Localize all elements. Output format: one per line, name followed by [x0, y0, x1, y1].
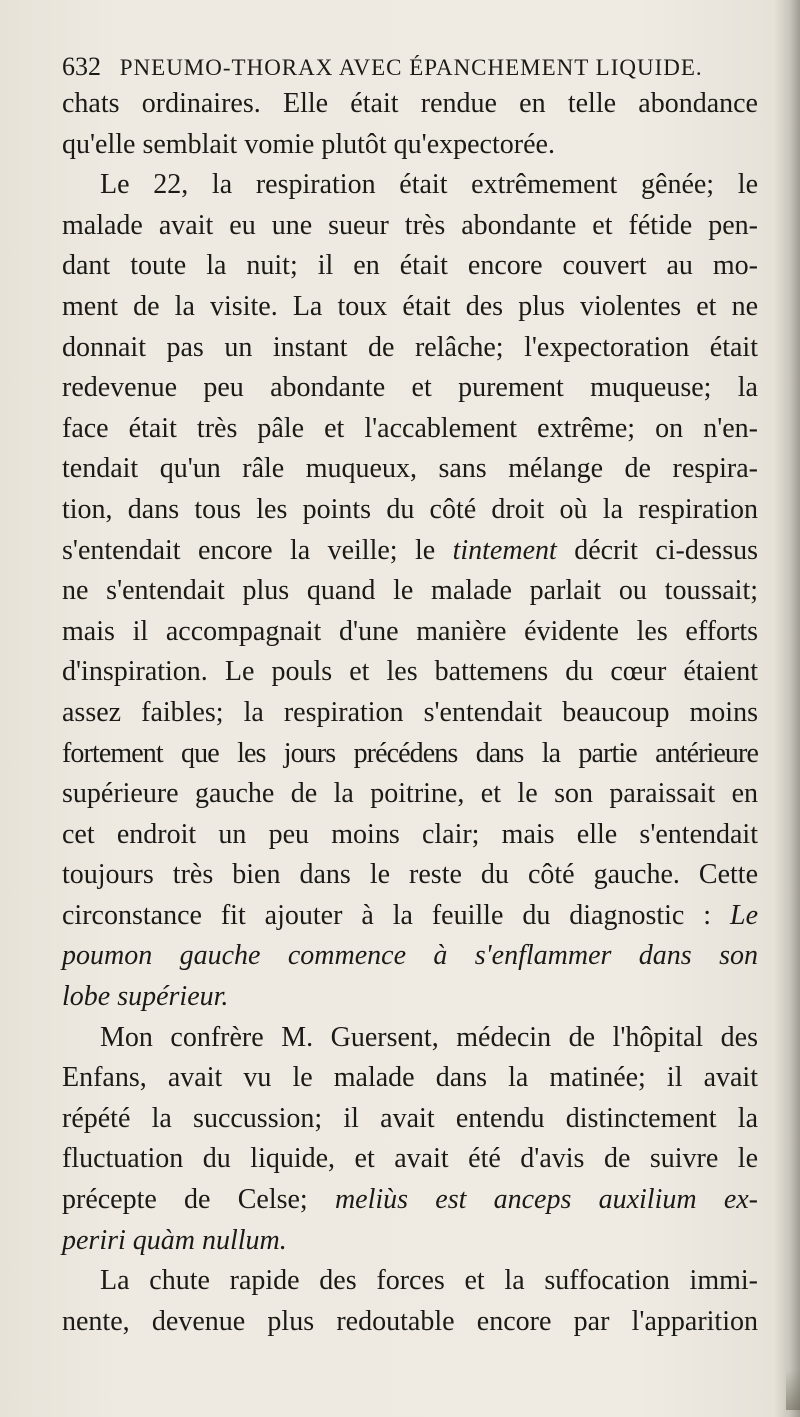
text-line: face était très pâle et l'accablement extrême; on n'en-	[62, 412, 758, 444]
text-line: malade avait eu une sueur très abondante et fétide pen-	[62, 209, 758, 241]
text-line: chats ordinaires. Elle était rendue en telle abondance	[62, 88, 758, 119]
text-line: toujours très bien dans le reste du côté gauche. Cette	[62, 859, 758, 891]
text-segment: s'entendait encore la veille; le	[62, 534, 436, 566]
text-line	[62, 1180, 758, 1221]
text-line: redevenue peu abondante et purement muqueuse; la	[62, 372, 758, 404]
text-line: ne s'entendait plus quand le malade parlait ou toussait;	[62, 575, 758, 607]
text-line: cet endroit un peu moins clair; mais elle s'entendait	[62, 818, 758, 850]
text-line: nente, devenue plus redoutable encore par l'apparition	[62, 1305, 758, 1337]
italic-line: poumon gauche commence à s'enflammer dans son	[62, 940, 758, 972]
text-line: assez faibles; la respiration s'entendait beaucoup moins	[62, 696, 758, 728]
running-title: PNEUMO-THORAX AVEC ÉPANCHEMENT LIQUIDE.	[119, 55, 703, 80]
text-line	[62, 896, 758, 937]
text-line: répété la succussion; il avait entendu distinctement la	[62, 1102, 758, 1134]
text-line: d'inspiration. Le pouls et les battemens du cœur étaient	[62, 656, 758, 688]
text-line: dant toute la nuit; il en était encore couvert au mo-	[62, 250, 758, 282]
text-line: qu'elle semblait vomie plutôt qu'expectorée.	[62, 128, 555, 160]
italic-term: tintement	[452, 534, 557, 566]
italic-line: lobe supérieur.	[62, 981, 229, 1013]
page-edge-shadow	[774, 0, 800, 1417]
text-segment: décrit ci-dessus	[574, 534, 758, 566]
body-text	[62, 84, 758, 1342]
text-line: ment de la visite. La toux était des plus violentes et ne	[62, 290, 758, 322]
text-line: tendait qu'un râle muqueux, sans mélange de respira-	[62, 453, 758, 485]
text-line: tion, dans tous les points du côté droit où la respiration	[62, 493, 758, 525]
text-line: fortement que les jours précédens dans la partie antérieure	[62, 737, 758, 769]
text-line: supérieure gauche de la poitrine, et le son paraissait en	[62, 778, 758, 810]
latin-quote-line: periri quàm nullum.	[62, 1224, 287, 1256]
page-number: 632	[62, 52, 101, 81]
text-line: mais il accompagnait d'une manière évidente les efforts	[62, 615, 758, 647]
text-line	[62, 531, 758, 572]
text-segment: précepte de Celse;	[62, 1184, 308, 1216]
latin-quote: meliùs est anceps auxilium ex-	[334, 1184, 758, 1216]
running-header	[62, 52, 762, 82]
text-line: donnait pas un instant de relâche; l'expectoration était	[62, 331, 758, 363]
italic-text: Le	[730, 899, 758, 931]
text-line: Enfans, avait vu le malade dans la matinée; il avait	[62, 1062, 758, 1094]
text-line: fluctuation du liquide, et avait été d'avis de suivre le	[62, 1143, 758, 1175]
text-line: Le 22, la respiration était extrêmement gênée; le	[100, 169, 758, 201]
text-segment: circonstance fit ajouter à la feuille du diagnostic :	[62, 899, 712, 931]
text-line: La chute rapide des forces et la suffocation immi-	[100, 1265, 758, 1297]
page-edge-mark	[786, 1370, 800, 1410]
text-line: Mon confrère M. Guersent, médecin de l'hôpital des	[100, 1021, 758, 1053]
